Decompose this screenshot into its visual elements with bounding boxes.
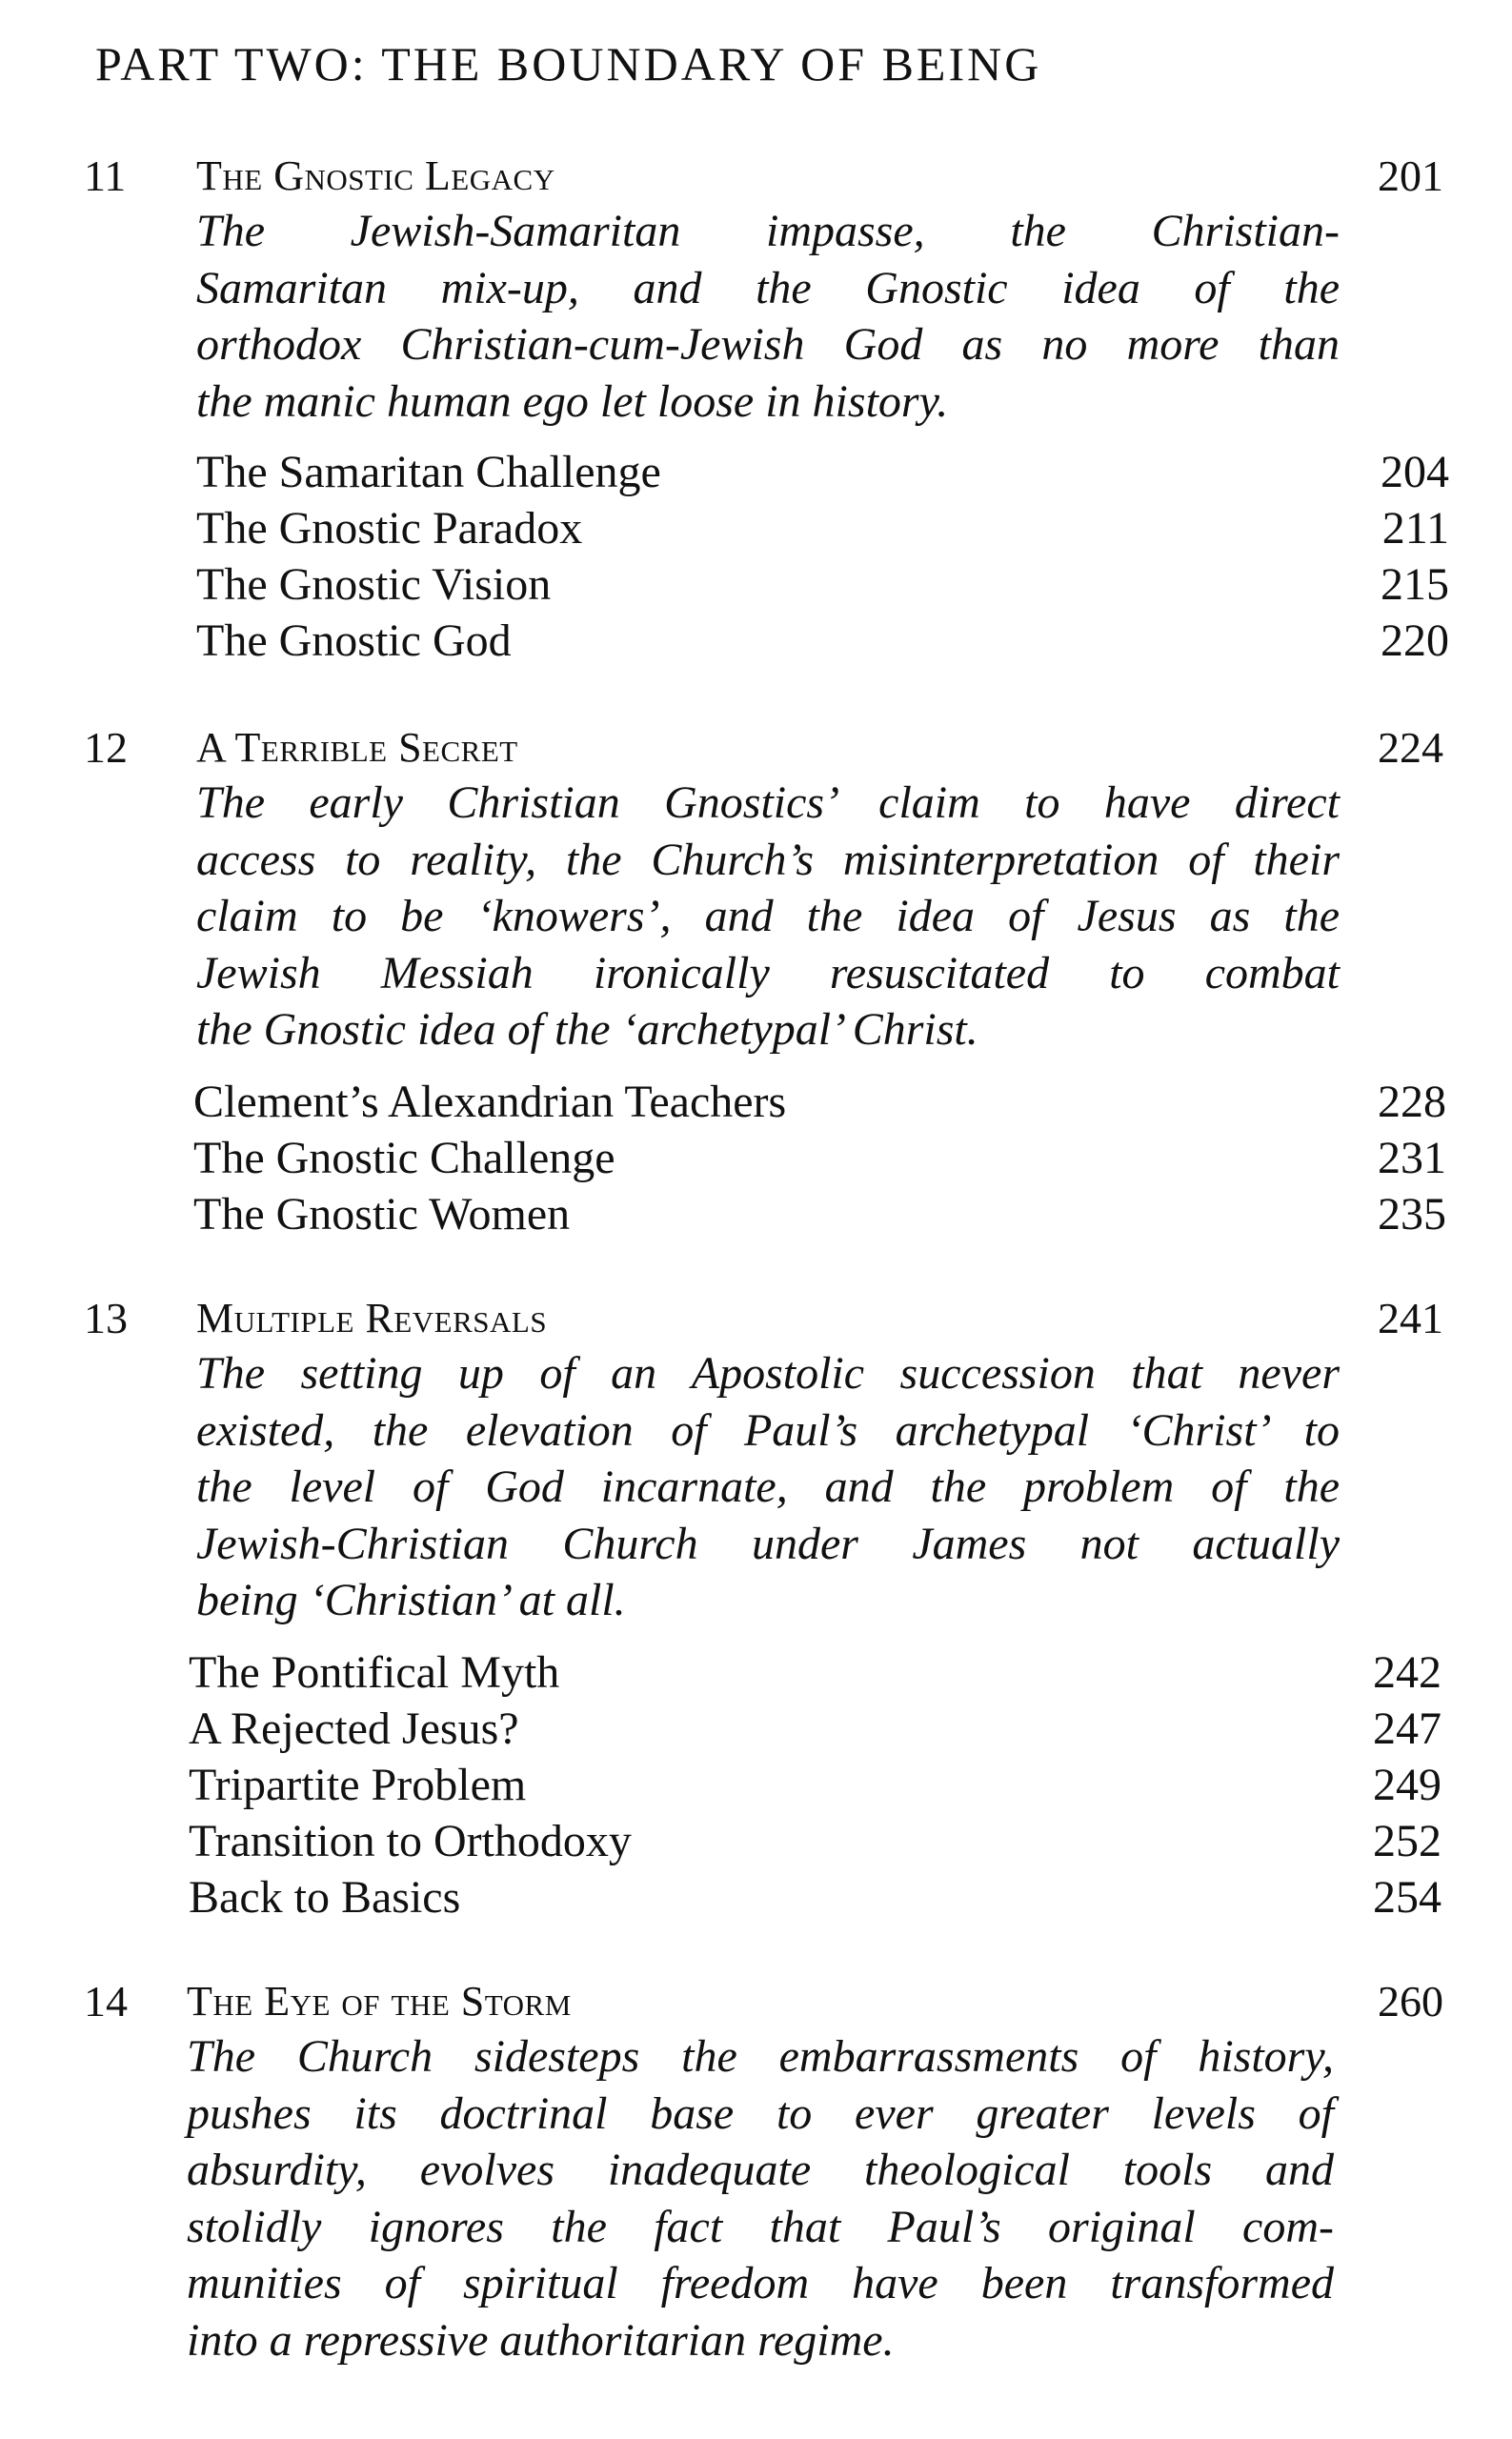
chapter-description xyxy=(187,2028,1334,2368)
description-line: Samaritan mix-up, and the Gnostic idea of the xyxy=(196,262,1340,313)
chapter-page-number: 224 xyxy=(1378,723,1443,772)
section-entry xyxy=(196,613,1454,669)
section-entry xyxy=(193,1130,1451,1186)
description-line: The early Christian Gnostics’ claim to have direct xyxy=(196,777,1340,828)
section-entry xyxy=(189,1813,1446,1869)
description-line: into a repressive authoritarian regime. xyxy=(187,2314,895,2366)
section-title: A Rejected Jesus? xyxy=(189,1703,519,1754)
chapter-description xyxy=(196,775,1340,1058)
description-line: pushes its doctrinal base to ever greater levels of xyxy=(187,2087,1334,2139)
description-line: the manic human ego let loose in history. xyxy=(196,375,949,427)
chapter-page-number: 201 xyxy=(1378,151,1443,200)
chapter-title: The Gnostic Legacy xyxy=(196,152,555,199)
section-entry xyxy=(189,1757,1446,1813)
section-list xyxy=(196,444,1454,669)
description-line: The Jewish-Samaritan impasse, the Christian- xyxy=(196,206,1340,256)
description-line: Jewish-Christian Church under James not actually xyxy=(196,1518,1340,1569)
section-page-number: 249 xyxy=(1373,1760,1441,1810)
section-title: The Pontifical Myth xyxy=(189,1647,560,1698)
chapter-title: A Terrible Secret xyxy=(196,724,518,771)
section-list xyxy=(189,1644,1446,1925)
section-entry xyxy=(196,500,1454,556)
section-title: The Gnostic Challenge xyxy=(193,1133,615,1183)
section-list xyxy=(193,1074,1451,1242)
description-line: absurdity, evolves inadequate theological tools and xyxy=(187,2145,1334,2195)
section-page-number: 254 xyxy=(1373,1872,1441,1923)
chapter-page-number: 260 xyxy=(1378,1977,1443,2026)
description-line: claim to be ‘knowers’, and the idea of Jesus as the xyxy=(196,891,1340,941)
description-line: the Gnostic idea of the ‘archetypal’ Christ. xyxy=(196,1004,978,1055)
description-line: stolidly ignores the fact that Paul’s original com- xyxy=(187,2201,1334,2252)
section-page-number: 228 xyxy=(1378,1077,1446,1127)
section-title: The Gnostic God xyxy=(196,615,512,666)
section-title: The Gnostic Women xyxy=(193,1189,571,1240)
description-line: the level of God incarnate, and the problem of the xyxy=(196,1461,1340,1512)
section-title: Tripartite Problem xyxy=(189,1760,527,1810)
chapter-title: The Eye of the Storm xyxy=(187,1978,572,2025)
chapter-title: Multiple Reversals xyxy=(196,1295,548,1341)
section-title: The Samaritan Challenge xyxy=(196,447,661,497)
section-page-number: 231 xyxy=(1378,1133,1446,1183)
chapter-number: 11 xyxy=(84,151,127,200)
chapter-number: 14 xyxy=(84,1977,128,2026)
section-entry xyxy=(189,1644,1446,1701)
description-line: Jewish Messiah ironically resuscitated to combat xyxy=(196,947,1340,998)
section-entry xyxy=(193,1074,1451,1130)
section-page-number: 215 xyxy=(1381,559,1449,610)
part-heading: PART TWO: THE BOUNDARY OF BEING xyxy=(95,37,1042,91)
description-line: munities of spiritual freedom have been transformed xyxy=(187,2258,1334,2308)
description-line: orthodox Christian-cum-Jewish God as no more than xyxy=(196,319,1340,370)
section-entry xyxy=(196,444,1454,500)
section-entry xyxy=(189,1869,1446,1925)
section-title: Transition to Orthodoxy xyxy=(189,1816,632,1866)
chapter-page-number: 241 xyxy=(1378,1294,1443,1342)
section-title: Back to Basics xyxy=(189,1872,461,1923)
description-line: The setting up of an Apostolic succession that never xyxy=(196,1348,1340,1399)
section-page-number: 252 xyxy=(1373,1816,1441,1866)
section-entry xyxy=(196,556,1454,613)
section-page-number: 220 xyxy=(1381,615,1449,666)
section-title: The Gnostic Paradox xyxy=(196,503,583,554)
section-entry xyxy=(189,1701,1446,1757)
section-entry xyxy=(193,1186,1451,1242)
description-line: The Church sidesteps the embarrassments of history, xyxy=(187,2031,1334,2082)
section-title: Clement’s Alexandrian Teachers xyxy=(193,1077,787,1127)
description-line: being ‘Christian’ at all. xyxy=(196,1575,626,1625)
section-page-number: 247 xyxy=(1373,1703,1441,1754)
section-page-number: 242 xyxy=(1373,1647,1441,1698)
chapter-number: 13 xyxy=(84,1294,128,1342)
section-title: The Gnostic Vision xyxy=(196,559,552,610)
chapter-number: 12 xyxy=(84,723,128,772)
section-page-number: 211 xyxy=(1381,503,1449,554)
chapter-description xyxy=(196,1345,1340,1629)
chapter-description xyxy=(196,203,1340,430)
section-page-number: 204 xyxy=(1381,447,1449,497)
description-line: existed, the elevation of Paul’s archetypal ‘Christ’ to xyxy=(196,1404,1340,1456)
section-page-number: 235 xyxy=(1378,1189,1446,1240)
description-line: access to reality, the Church’s misinterpretation of their xyxy=(196,834,1340,885)
